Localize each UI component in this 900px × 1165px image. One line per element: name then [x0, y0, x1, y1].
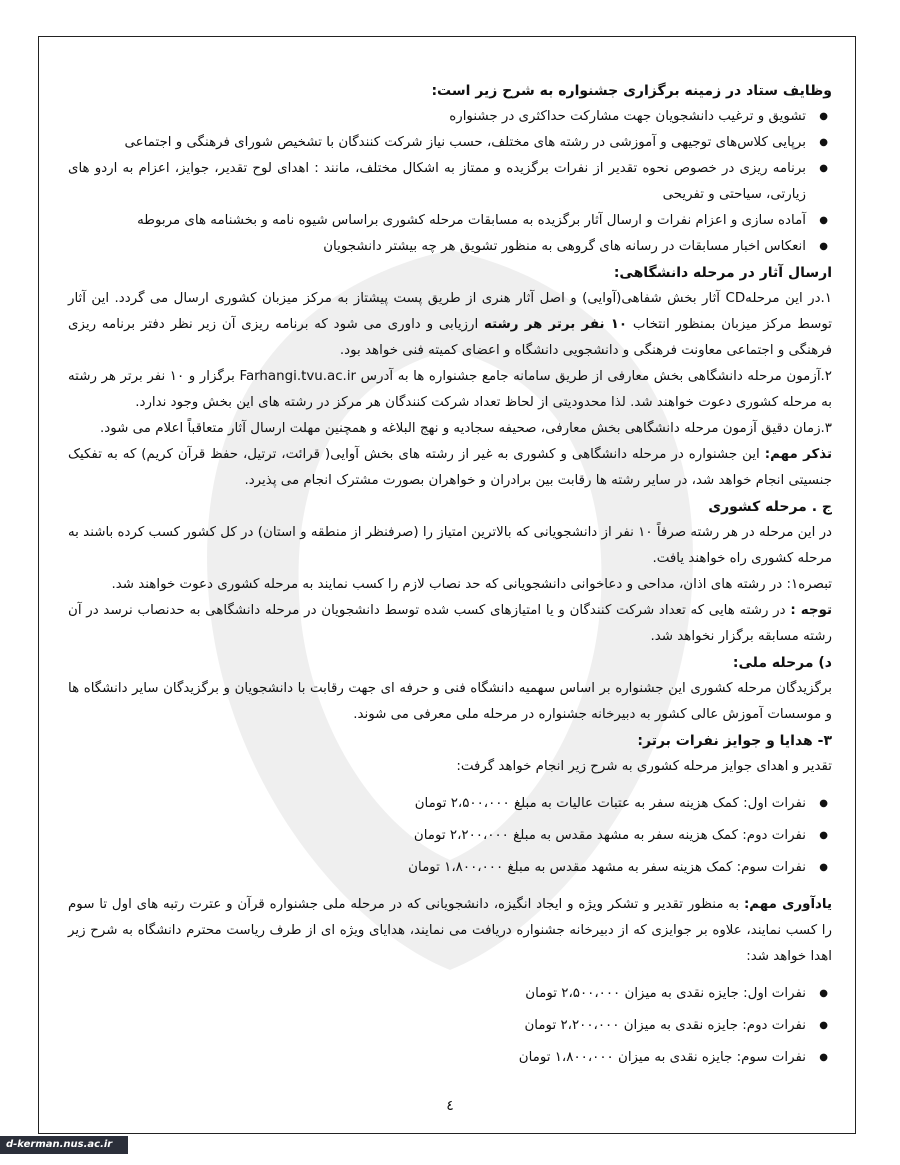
list-item: ● نفرات دوم: کمک هزینه سفر به مشهد مقدس به مبلغ ۲،۲۰۰،۰۰۰ تومان	[68, 820, 806, 852]
list-item: ● انعکاس اخبار مسابقات در رسانه های گروهی به منظور تشویق هر چه بیشتر دانشجویان	[68, 234, 806, 260]
paragraph	[68, 364, 832, 416]
prizes-heading: ۳- هدایا و جوایز نفرات برتر:	[637, 733, 832, 749]
paragraph: برگزیدگان مرحله کشوری این جشنواره بر اساس سهمیه دانشگاه فنی و حرفه ای جهت رقابت با دانشجویان و برگزیدگان سایر دانشگاه ها و موسسات آموزش عالی کشور به دبیرخانه جشنواره در مرحله ملی معرفی می شوند.	[68, 681, 832, 722]
text: این جشنواره در مرحله دانشگاهی و کشوری به غیر از رشته های بخش آوایی( قرائت، ترتیل، حفظ قرآن کریم) که به تفکیک جنسیتی انجام خواهد شد، در سایر رشته ها رقابت بین برادران و خواهران بصورت مشترک انجام می پذیرد.	[68, 447, 832, 488]
list-item: ● نفرات اول: کمک هزینه سفر به عتبات عالیات به مبلغ ۲،۵۰۰،۰۰۰ تومان	[68, 788, 806, 820]
list-item: ● نفرات سوم: کمک هزینه سفر به مشهد مقدس به مبلغ ۱،۸۰۰،۰۰۰ تومان	[68, 852, 806, 884]
list-item: ● نفرات دوم: جایزه نقدی به میزان ۲،۲۰۰،۰۰۰ تومان	[68, 1010, 806, 1042]
paragraph	[68, 286, 832, 364]
text: در رشته هایی که تعداد شرکت کنندگان و یا امتیازهای کسب شده توسط دانشجویان در مرحله دانشگاهی به حدنصاب نرسد در آن رشته مسابقه برگزار نخواهد شد.	[68, 603, 832, 644]
text: برگزار و ۱۰ نفر برتر هر رشته به مرحله کشوری دعوت خواهند شد. لذا محدودیتی از لحاظ تعداد شرکت کنندگان هر مرکز در رشته های این بخش وجود ندارد.	[68, 369, 832, 410]
list-item: ● آماده سازی و اعزام نفرات و ارسال آثار برگزیده به مسابقات مرحله کشوری براساس شیوه نامه و بخشنامه های مربوطه	[68, 208, 806, 234]
paragraph: تقدیر و اهدای جوایز مرحله کشوری به شرح زیر انجام خواهد گرفت:	[456, 759, 832, 774]
important-reminder	[68, 892, 832, 970]
list-item: ● برنامه ریزی در خصوص نحوه تقدیر از نفرات برگزیده و ممتاز به اشکال مختلف، مانند : اهدای لوح تقدیر، جوایز، اعزام به اردو های زیارتی، سیاحتی و تفریحی	[68, 156, 806, 208]
text: به منظور تقدیر و تشکر ویژه و ایجاد انگیزه، دانشجویانی که در مرحله ملی جشنواره قرآن و عترت رتبه های اول تا سوم را کسب نمایند، علاوه بر جوایزی که از دبیرخانه جشنواره دریافت می نمایند، هدایای ویژه ای از طرف ریاست محترم دانشگاه به شرح زیر اهدا خواهد شد:	[68, 897, 832, 964]
final-stage-heading: د) مرحله ملی:	[732, 655, 832, 671]
paragraph	[68, 598, 832, 650]
cash-prizes-list	[68, 978, 832, 1074]
note-label: تذکر مهم:	[764, 447, 832, 462]
text: ۱.در این مرحله	[745, 291, 832, 306]
note-label: یادآوری مهم:	[743, 897, 832, 912]
text: ارزیابی و داوری می شود که برنامه ریزی آن زیر نظر دفتر برنامه ریزی فرهنگی و اجتماعی معاونت فرهنگی و دانشجویی دانشگاه و اعضای کمیته فنی خواهد بود.	[68, 317, 832, 358]
text: ۲.آزمون مرحله دانشگاهی بخش معارفی از طریق سامانه جامع جشنواره ها به آدرس	[356, 369, 832, 384]
list-item: ● برپایی کلاس‌های توجیهی و آموزشی در رشته های مختلف، حسب نیاز شرکت کنندگان با تشخیص شورای فرهنگی و اجتماعی	[68, 130, 806, 156]
list-item: ● نفرات سوم: جایزه نقدی به میزان ۱،۸۰۰،۰۰۰ تومان	[68, 1042, 806, 1074]
paragraph: تبصره۱: در رشته های اذان، مداحی و دعاخوانی دانشجویانی که حد نصاب لازم را کسب نمایند به مرحله کشوری دعوت خواهند شد.	[111, 577, 832, 592]
duties-list	[68, 104, 832, 260]
paragraph: ۳.زمان دقیق آزمون مرحله دانشگاهی بخش معارفی، صحیفه سجادیه و نهج البلاغه و همچنین مهلت ارسال آثار متعاقباً اعلام می شود.	[100, 421, 832, 436]
prizes-list	[68, 788, 832, 884]
page-number: ٤	[446, 1098, 454, 1114]
website-address: Farhangi.tvu.ac.ir	[239, 369, 357, 384]
university-stage-heading: ارسال آثار در مرحله دانشگاهی:	[613, 265, 832, 281]
document-body	[68, 78, 832, 1074]
text: CD	[725, 291, 746, 306]
bold-text: ۱۰ نفر برتر هر رشته	[484, 317, 628, 332]
footer-site-label: d-kerman.nus.ac.ir	[0, 1136, 128, 1154]
duties-heading: وظایف ستاد در زمینه برگزاری جشنواره به شرح زیر است:	[431, 83, 832, 99]
list-item: ● تشویق و ترغیب دانشجویان جهت مشارکت حداکثری در جشنواره	[68, 104, 806, 130]
national-stage-heading: ج . مرحله کشوری	[708, 499, 832, 515]
note-label: توجه :	[790, 603, 833, 618]
text: آثار بخش شفاهی(آوایی) و اصل آثار هنری از طریق پست پیشتاز به مرکز میزبان کشوری ارسال می گردد. این آثار توسط مرکز میزبان بمنظور انتخاب	[68, 291, 832, 332]
list-item: ● نفرات اول: جایزه نقدی به میزان ۲،۵۰۰،۰۰۰ تومان	[68, 978, 806, 1010]
important-note	[68, 442, 832, 494]
paragraph: در این مرحله در هر رشته صرفاً ۱۰ نفر از دانشجویانی که بالاترین امتیاز را (صرفنظر از منطقه و استان) در کل کشور کسب کرده باشند به مرحله کشوری راه خواهند یافت.	[68, 525, 833, 566]
